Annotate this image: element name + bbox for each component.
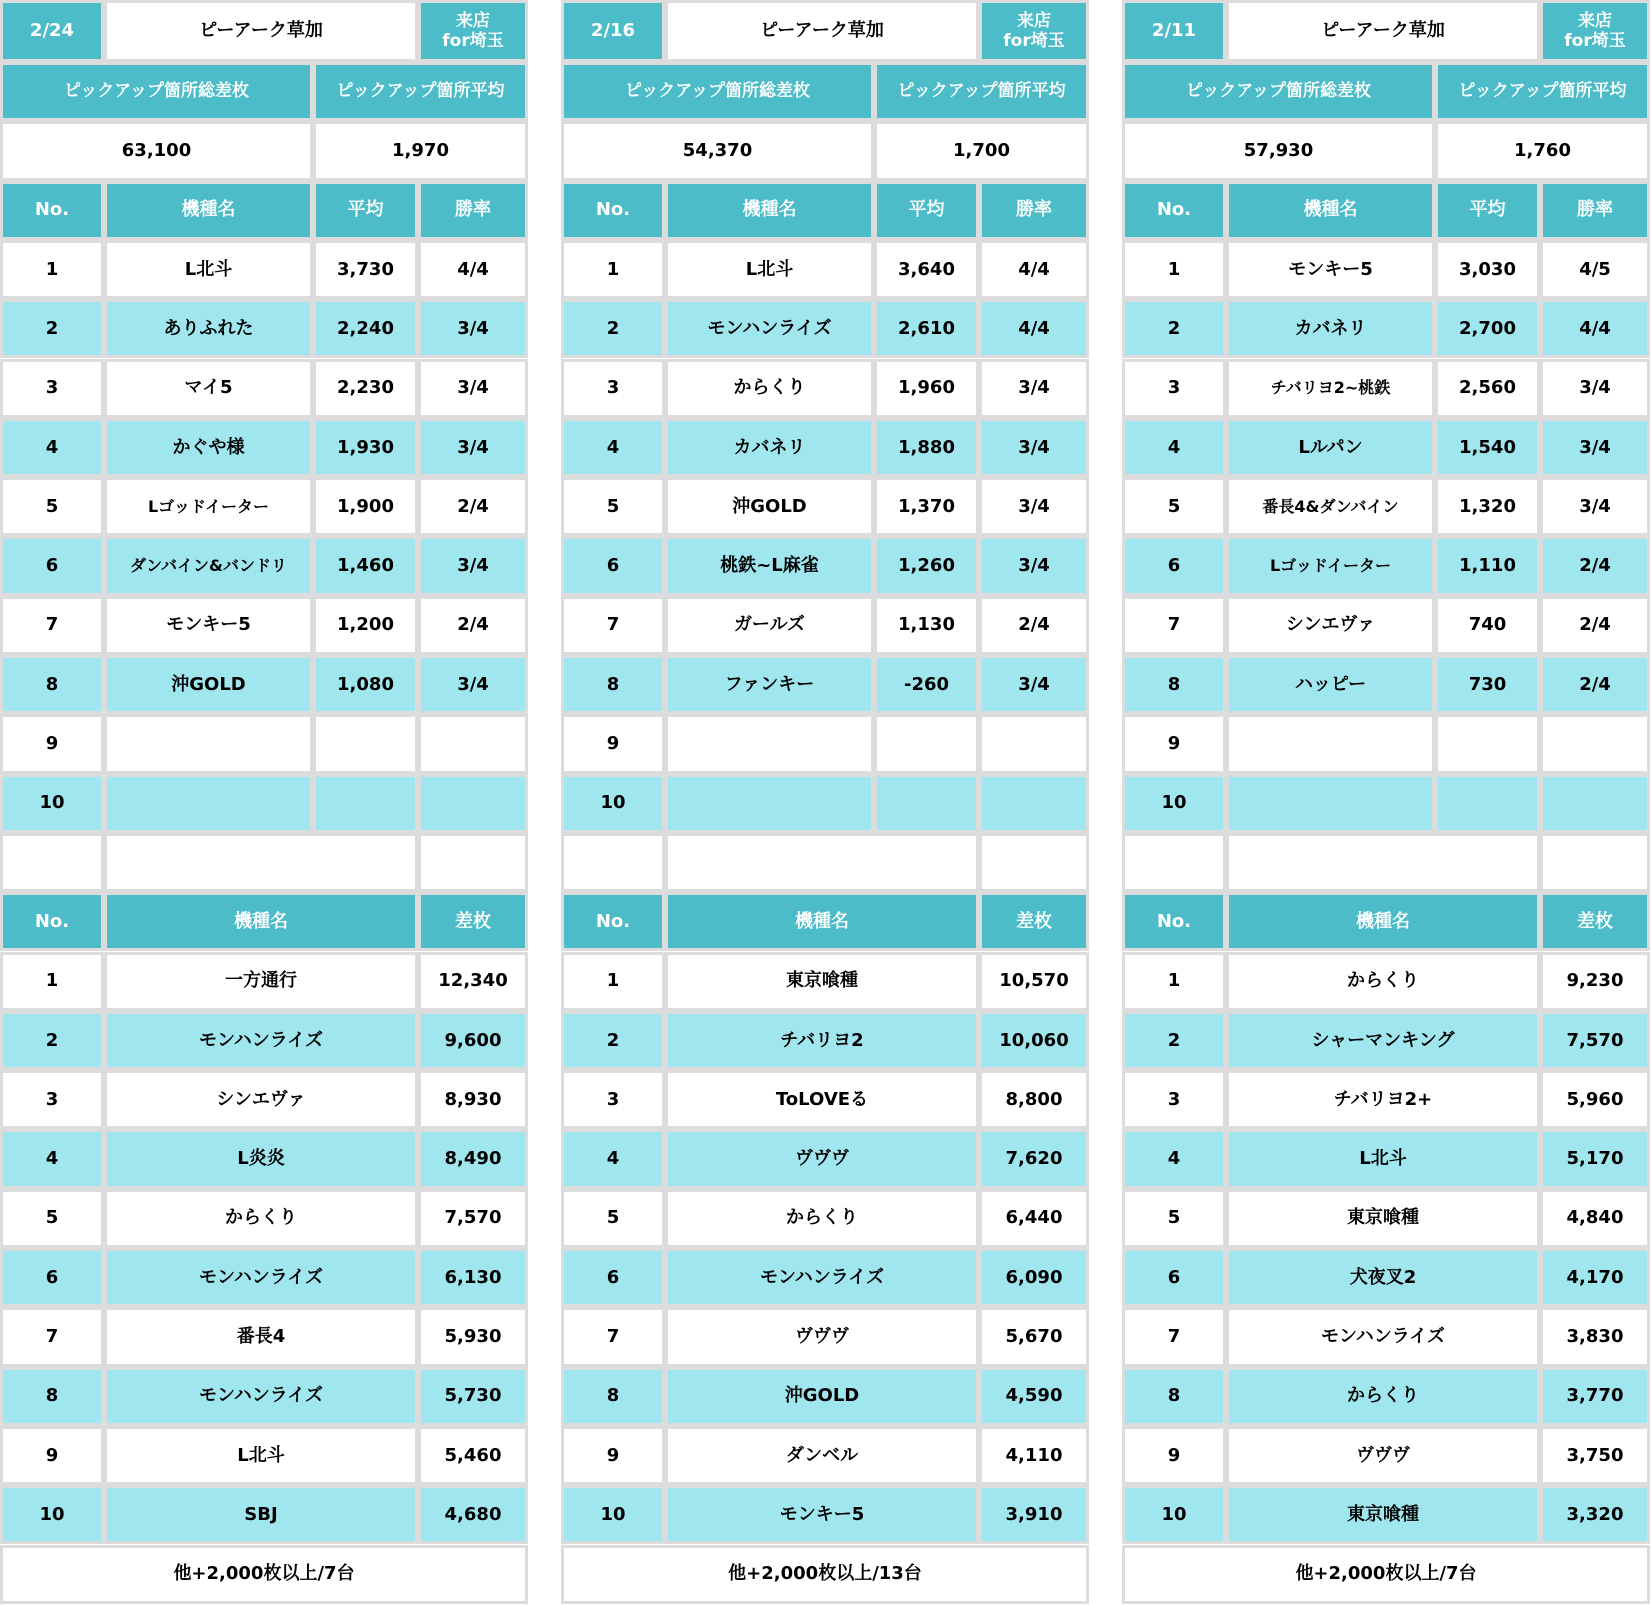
model-row-name: 沖GOLD: [665, 477, 874, 536]
model-row-no: 3: [1122, 359, 1226, 418]
machine-row-no: 3: [1122, 1070, 1226, 1129]
model-row-name: モンキー5: [104, 596, 313, 655]
model-row-name: ダンバイン&バンドリ: [104, 536, 313, 595]
model-row-avg: 1,960: [874, 359, 979, 418]
model-row-rate: 2/4: [1540, 655, 1650, 714]
machine-row-diff: 6,090: [979, 1248, 1089, 1307]
model-row-no: 7: [0, 596, 104, 655]
model-row-avg: 2,560: [1435, 359, 1540, 418]
model-row-no: 6: [561, 536, 665, 595]
machine-row-name: モンハンライズ: [104, 1248, 418, 1307]
no-header: No.: [561, 181, 665, 240]
model-row-name: チバリヨ2~桃鉄: [1226, 359, 1435, 418]
model-row-avg: 1,260: [874, 536, 979, 595]
total-diff-value: 63,100: [0, 121, 313, 180]
machine-row-no: 1: [0, 952, 104, 1011]
machine-row-no: 7: [561, 1307, 665, 1366]
machine-row-diff: 5,930: [418, 1307, 528, 1366]
model-row-avg: 1,540: [1435, 418, 1540, 477]
total-diff-header: ピックアップ箇所総差枚: [1122, 62, 1435, 121]
machine-row-name: ヴヴヴ: [1226, 1426, 1540, 1485]
spacer-cell: [1226, 833, 1540, 892]
machine-row-no: 7: [1122, 1307, 1226, 1366]
date-cell: 2/24: [0, 0, 104, 62]
machine-row-diff: 3,750: [1540, 1426, 1650, 1485]
diff-header: 差枚: [418, 892, 528, 951]
machine-row-diff: 4,590: [979, 1367, 1089, 1426]
avg-header: 平均: [874, 181, 979, 240]
model-row-rate: 4/5: [1540, 240, 1650, 299]
model-row-no: 9: [561, 714, 665, 773]
model-row-rate: 2/4: [418, 596, 528, 655]
model-row-name: [665, 714, 874, 773]
machine-row-no: 4: [1122, 1129, 1226, 1188]
model-row-no: 10: [1122, 774, 1226, 833]
model-row-no: 2: [0, 299, 104, 358]
model-header: 機種名: [1226, 892, 1540, 951]
machine-row-no: 8: [1122, 1367, 1226, 1426]
footer-note: 他+2,000枚以上/7台: [0, 1545, 528, 1604]
machine-row-diff: 4,680: [418, 1485, 528, 1544]
model-row-rate: 4/4: [418, 240, 528, 299]
model-row-no: 1: [0, 240, 104, 299]
machine-row-diff: 10,570: [979, 952, 1089, 1011]
model-row-name: ファンキー: [665, 655, 874, 714]
spacer-cell: [979, 833, 1089, 892]
machine-row-no: 6: [0, 1248, 104, 1307]
model-row-no: 7: [1122, 596, 1226, 655]
panel-1: [0, 0, 528, 1606]
model-row-name: からくり: [665, 359, 874, 418]
machine-row-diff: 5,730: [418, 1367, 528, 1426]
winrate-header: 勝率: [1540, 181, 1650, 240]
model-row-no: 6: [1122, 536, 1226, 595]
model-row-name: Lゴッドイーター: [104, 477, 313, 536]
model-row-avg: 1,080: [313, 655, 418, 714]
model-row-no: 1: [1122, 240, 1226, 299]
machine-row-no: 10: [561, 1485, 665, 1544]
total-diff-header: ピックアップ箇所総差枚: [0, 62, 313, 121]
model-row-name: 沖GOLD: [104, 655, 313, 714]
model-row-name: Lルパン: [1226, 418, 1435, 477]
average-value: 1,760: [1435, 121, 1650, 180]
model-row-rate: 3/4: [979, 477, 1089, 536]
model-row-rate: 4/4: [1540, 299, 1650, 358]
model-header: 機種名: [104, 181, 313, 240]
model-header: 機種名: [104, 892, 418, 951]
machine-row-no: 3: [0, 1070, 104, 1129]
machine-row-no: 3: [561, 1070, 665, 1129]
model-row-avg: [313, 774, 418, 833]
machine-row-diff: 7,620: [979, 1129, 1089, 1188]
machine-row-no: 5: [1122, 1189, 1226, 1248]
visit-badge: [1540, 0, 1650, 62]
no-header: No.: [1122, 181, 1226, 240]
model-row-name: ガールズ: [665, 596, 874, 655]
model-row-avg: 1,130: [874, 596, 979, 655]
model-row-no: 4: [561, 418, 665, 477]
machine-row-diff: 3,770: [1540, 1367, 1650, 1426]
model-row-name: [1226, 714, 1435, 773]
model-row-name: [104, 774, 313, 833]
model-row-rate: [418, 774, 528, 833]
visit-line-2: for埼玉: [1003, 31, 1065, 51]
total-diff-value: 54,370: [561, 121, 874, 180]
machine-row-diff: 9,600: [418, 1011, 528, 1070]
avg-header: 平均: [1435, 181, 1540, 240]
model-row-name: かぐや様: [104, 418, 313, 477]
panel-3: [1122, 0, 1650, 1606]
winrate-header: 勝率: [979, 181, 1089, 240]
panel-2: [561, 0, 1089, 1606]
machine-row-name: 東京喰種: [1226, 1485, 1540, 1544]
model-row-avg: [313, 714, 418, 773]
model-row-avg: 3,640: [874, 240, 979, 299]
machine-row-name: シンエヴァ: [104, 1070, 418, 1129]
model-row-rate: [979, 714, 1089, 773]
avg-header: 平均: [313, 181, 418, 240]
store-name: ピーアーク草加: [104, 0, 418, 62]
spacer-cell: [0, 833, 104, 892]
model-row-name: 番長4&ダンバイン: [1226, 477, 1435, 536]
machine-row-name: L北斗: [1226, 1129, 1540, 1188]
model-row-name: カバネリ: [1226, 299, 1435, 358]
machine-row-diff: 7,570: [418, 1189, 528, 1248]
model-row-avg: 2,700: [1435, 299, 1540, 358]
footer-note: 他+2,000枚以上/7台: [1122, 1545, 1650, 1604]
machine-row-no: 7: [0, 1307, 104, 1366]
model-row-no: 4: [0, 418, 104, 477]
average-header: ピックアップ箇所平均: [1435, 62, 1650, 121]
machine-row-diff: 4,110: [979, 1426, 1089, 1485]
spacer-cell: [561, 833, 665, 892]
machine-row-name: ToLOVEる: [665, 1070, 979, 1129]
winrate-header: 勝率: [418, 181, 528, 240]
machine-row-no: 6: [561, 1248, 665, 1307]
model-row-rate: 4/4: [979, 240, 1089, 299]
visit-line-2: for埼玉: [442, 31, 504, 51]
machine-row-name: シャーマンキング: [1226, 1011, 1540, 1070]
machine-row-name: ダンベル: [665, 1426, 979, 1485]
machine-row-diff: 4,840: [1540, 1189, 1650, 1248]
spacer-cell: [1122, 833, 1226, 892]
machine-row-name: 一方通行: [104, 952, 418, 1011]
model-row-avg: 1,370: [874, 477, 979, 536]
model-row-no: 9: [1122, 714, 1226, 773]
model-row-avg: 1,200: [313, 596, 418, 655]
total-diff-value: 57,930: [1122, 121, 1435, 180]
machine-row-no: 9: [0, 1426, 104, 1485]
no-header: No.: [1122, 892, 1226, 951]
model-row-rate: 2/4: [418, 477, 528, 536]
model-row-rate: [1540, 714, 1650, 773]
model-row-rate: 3/4: [979, 418, 1089, 477]
machine-row-name: モンキー5: [665, 1485, 979, 1544]
machine-row-no: 4: [561, 1129, 665, 1188]
total-diff-header: ピックアップ箇所総差枚: [561, 62, 874, 121]
visit-line-2: for埼玉: [1564, 31, 1626, 51]
no-header: No.: [0, 892, 104, 951]
model-row-rate: 3/4: [979, 536, 1089, 595]
model-row-name: マイ5: [104, 359, 313, 418]
machine-row-name: 沖GOLD: [665, 1367, 979, 1426]
machine-row-name: チバリヨ2+: [1226, 1070, 1540, 1129]
model-row-no: 5: [0, 477, 104, 536]
spacer-cell: [1540, 833, 1650, 892]
model-row-name: シンエヴァ: [1226, 596, 1435, 655]
machine-row-name: からくり: [1226, 1367, 1540, 1426]
spacer-cell: [665, 833, 979, 892]
model-row-name: ハッピー: [1226, 655, 1435, 714]
machine-row-diff: 8,800: [979, 1070, 1089, 1129]
machine-row-no: 1: [561, 952, 665, 1011]
machine-row-diff: 3,830: [1540, 1307, 1650, 1366]
machine-row-name: 番長4: [104, 1307, 418, 1366]
machine-row-name: ヴヴヴ: [665, 1129, 979, 1188]
model-row-rate: 3/4: [1540, 477, 1650, 536]
model-row-rate: 2/4: [979, 596, 1089, 655]
model-row-rate: 3/4: [418, 299, 528, 358]
date-cell: 2/11: [1122, 0, 1226, 62]
machine-row-name: モンハンライズ: [665, 1248, 979, 1307]
machine-row-no: 9: [1122, 1426, 1226, 1485]
machine-row-diff: 5,170: [1540, 1129, 1650, 1188]
machine-row-name: 東京喰種: [1226, 1189, 1540, 1248]
model-row-name: Lゴッドイーター: [1226, 536, 1435, 595]
model-header: 機種名: [1226, 181, 1435, 240]
model-row-rate: 3/4: [979, 655, 1089, 714]
machine-row-diff: 12,340: [418, 952, 528, 1011]
machine-row-name: モンハンライズ: [1226, 1307, 1540, 1366]
machine-row-no: 2: [1122, 1011, 1226, 1070]
machine-row-name: ヴヴヴ: [665, 1307, 979, 1366]
model-row-avg: 1,900: [313, 477, 418, 536]
model-row-no: 1: [561, 240, 665, 299]
model-header: 機種名: [665, 892, 979, 951]
machine-row-diff: 5,670: [979, 1307, 1089, 1366]
model-row-rate: 3/4: [979, 359, 1089, 418]
model-row-no: 2: [1122, 299, 1226, 358]
visit-line-1: 来店: [1017, 10, 1051, 31]
machine-row-no: 6: [1122, 1248, 1226, 1307]
machine-row-diff: 3,910: [979, 1485, 1089, 1544]
date-cell: 2/16: [561, 0, 665, 62]
no-header: No.: [561, 892, 665, 951]
model-row-avg: 3,730: [313, 240, 418, 299]
model-row-no: 10: [561, 774, 665, 833]
model-row-no: 8: [561, 655, 665, 714]
machine-row-name: からくり: [104, 1189, 418, 1248]
machine-row-name: L北斗: [104, 1426, 418, 1485]
store-name: ピーアーク草加: [1226, 0, 1540, 62]
model-row-name: L北斗: [104, 240, 313, 299]
model-row-no: 8: [0, 655, 104, 714]
machine-row-diff: 4,170: [1540, 1248, 1650, 1307]
model-row-avg: 3,030: [1435, 240, 1540, 299]
model-row-name: L北斗: [665, 240, 874, 299]
machine-row-diff: 5,460: [418, 1426, 528, 1485]
model-row-rate: 2/4: [1540, 596, 1650, 655]
spacer-cell: [418, 833, 528, 892]
machine-row-diff: 8,490: [418, 1129, 528, 1188]
model-row-avg: 2,240: [313, 299, 418, 358]
model-row-no: 2: [561, 299, 665, 358]
machine-row-name: SBJ: [104, 1485, 418, 1544]
model-row-avg: 1,110: [1435, 536, 1540, 595]
machine-row-name: からくり: [665, 1189, 979, 1248]
machine-row-no: 10: [1122, 1485, 1226, 1544]
model-header: 機種名: [665, 181, 874, 240]
diff-header: 差枚: [1540, 892, 1650, 951]
spacer-cell: [104, 833, 418, 892]
model-row-no: 4: [1122, 418, 1226, 477]
average-header: ピックアップ箇所平均: [313, 62, 528, 121]
visit-line-1: 来店: [1578, 10, 1612, 31]
model-row-name: ありふれた: [104, 299, 313, 358]
machine-row-name: 犬夜叉2: [1226, 1248, 1540, 1307]
model-row-avg: [1435, 774, 1540, 833]
machine-row-name: モンハンライズ: [104, 1011, 418, 1070]
store-name: ピーアーク草加: [665, 0, 979, 62]
model-row-avg: 740: [1435, 596, 1540, 655]
model-row-avg: [874, 714, 979, 773]
model-row-avg: 1,320: [1435, 477, 1540, 536]
model-row-no: 7: [561, 596, 665, 655]
machine-row-no: 8: [561, 1367, 665, 1426]
machine-row-name: モンハンライズ: [104, 1367, 418, 1426]
model-row-no: 3: [561, 359, 665, 418]
machine-row-no: 1: [1122, 952, 1226, 1011]
model-row-no: 5: [1122, 477, 1226, 536]
model-row-name: モンキー5: [1226, 240, 1435, 299]
footer-note: 他+2,000枚以上/13台: [561, 1545, 1089, 1604]
machine-row-diff: 5,960: [1540, 1070, 1650, 1129]
visit-badge: [979, 0, 1089, 62]
model-row-no: 8: [1122, 655, 1226, 714]
model-row-avg: -260: [874, 655, 979, 714]
machine-row-no: 4: [0, 1129, 104, 1188]
machine-row-diff: 8,930: [418, 1070, 528, 1129]
machine-row-diff: 9,230: [1540, 952, 1650, 1011]
model-row-no: 5: [561, 477, 665, 536]
machine-row-diff: 6,440: [979, 1189, 1089, 1248]
machine-row-diff: 3,320: [1540, 1485, 1650, 1544]
model-row-no: 3: [0, 359, 104, 418]
model-row-name: [665, 774, 874, 833]
model-row-rate: 3/4: [1540, 418, 1650, 477]
model-row-avg: 2,230: [313, 359, 418, 418]
model-row-avg: [1435, 714, 1540, 773]
machine-row-no: 5: [0, 1189, 104, 1248]
machine-row-name: L炎炎: [104, 1129, 418, 1188]
average-value: 1,700: [874, 121, 1089, 180]
machine-row-no: 8: [0, 1367, 104, 1426]
model-row-name: [1226, 774, 1435, 833]
model-row-rate: 3/4: [1540, 359, 1650, 418]
model-row-name: カバネリ: [665, 418, 874, 477]
machine-row-no: 2: [561, 1011, 665, 1070]
model-row-name: 桃鉄~L麻雀: [665, 536, 874, 595]
machine-row-name: 東京喰種: [665, 952, 979, 1011]
machine-row-diff: 6,130: [418, 1248, 528, 1307]
model-row-avg: 1,460: [313, 536, 418, 595]
model-row-avg: 1,880: [874, 418, 979, 477]
average-value: 1,970: [313, 121, 528, 180]
model-row-avg: 730: [1435, 655, 1540, 714]
machine-row-name: チバリヨ2: [665, 1011, 979, 1070]
model-row-rate: 3/4: [418, 359, 528, 418]
model-row-name: モンハンライズ: [665, 299, 874, 358]
visit-line-1: 来店: [456, 10, 490, 31]
average-header: ピックアップ箇所平均: [874, 62, 1089, 121]
diff-header: 差枚: [979, 892, 1089, 951]
model-row-rate: 3/4: [418, 536, 528, 595]
model-row-avg: [874, 774, 979, 833]
model-row-no: 9: [0, 714, 104, 773]
machine-row-name: からくり: [1226, 952, 1540, 1011]
machine-row-no: 2: [0, 1011, 104, 1070]
model-row-avg: 1,930: [313, 418, 418, 477]
model-row-rate: [1540, 774, 1650, 833]
model-row-rate: 3/4: [418, 418, 528, 477]
model-row-rate: [979, 774, 1089, 833]
model-row-no: 6: [0, 536, 104, 595]
no-header: No.: [0, 181, 104, 240]
model-row-no: 10: [0, 774, 104, 833]
model-row-rate: 2/4: [1540, 536, 1650, 595]
model-row-avg: 2,610: [874, 299, 979, 358]
machine-row-diff: 10,060: [979, 1011, 1089, 1070]
model-row-rate: 3/4: [418, 655, 528, 714]
machine-row-no: 5: [561, 1189, 665, 1248]
model-row-rate: 4/4: [979, 299, 1089, 358]
visit-badge: [418, 0, 528, 62]
machine-row-no: 10: [0, 1485, 104, 1544]
machine-row-diff: 7,570: [1540, 1011, 1650, 1070]
model-row-rate: [418, 714, 528, 773]
machine-row-no: 9: [561, 1426, 665, 1485]
model-row-name: [104, 714, 313, 773]
